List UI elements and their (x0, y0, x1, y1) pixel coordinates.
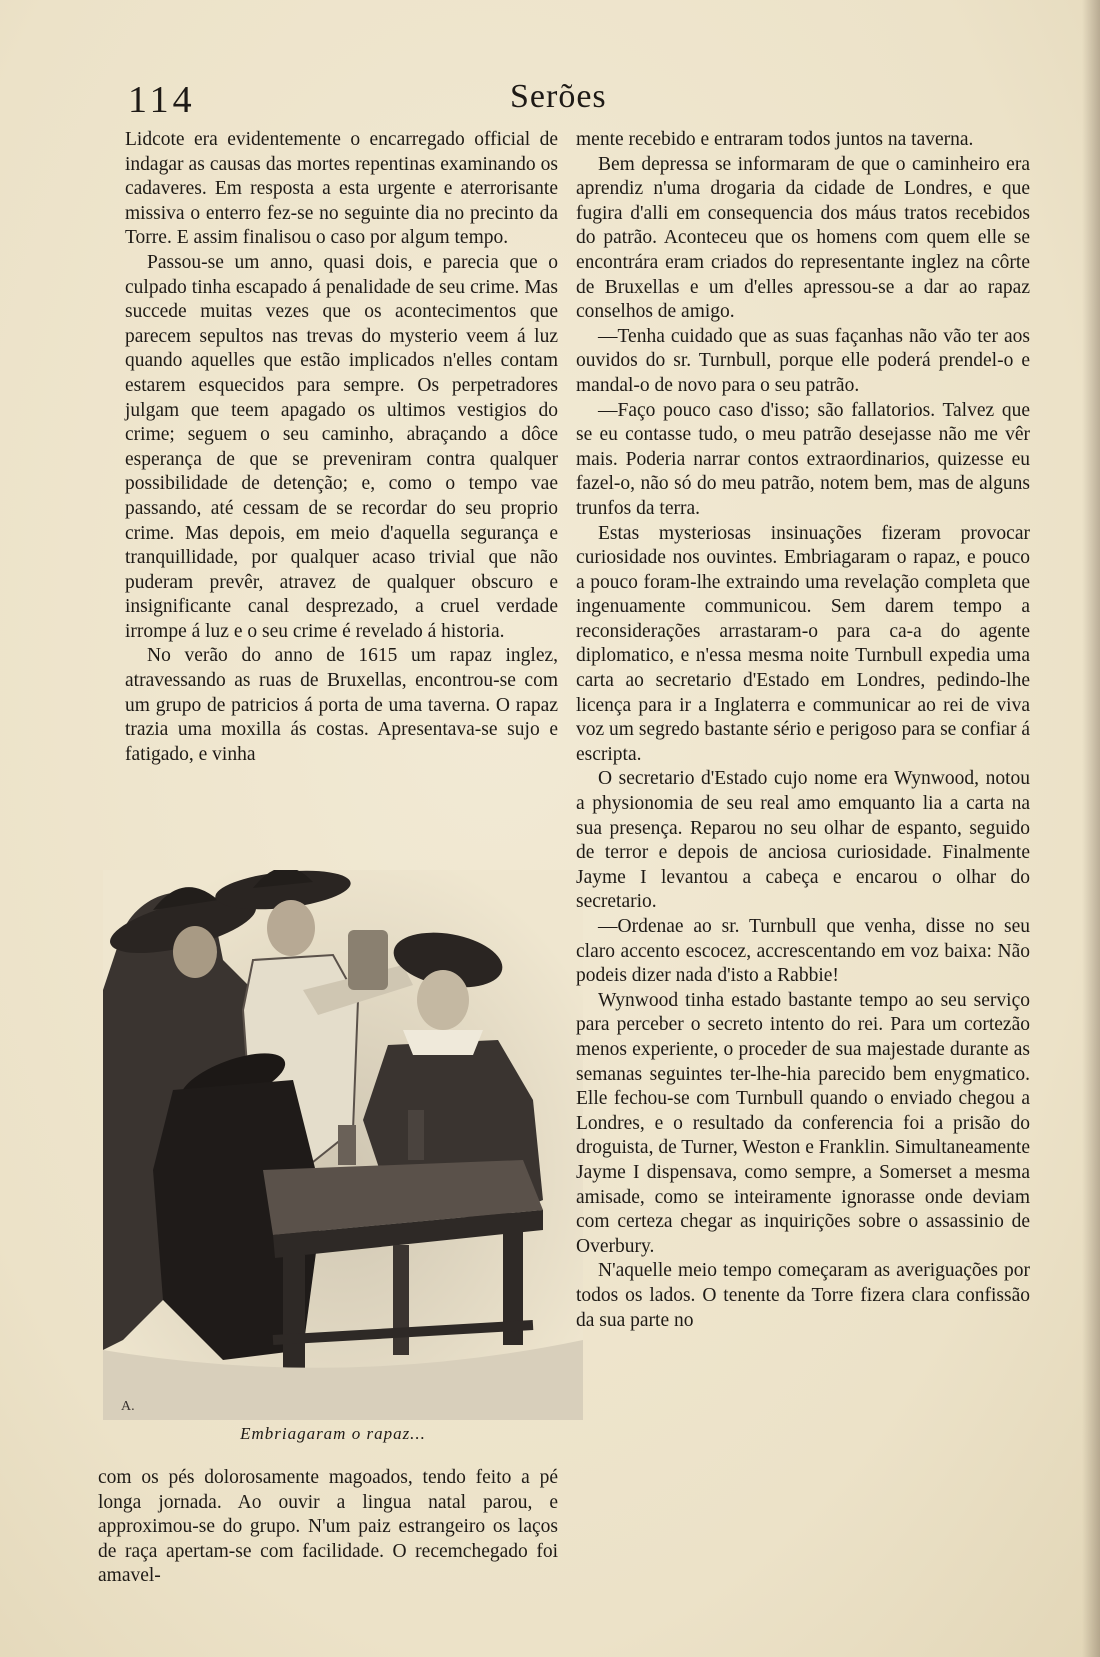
page-number: 114 (128, 79, 196, 121)
right-paragraph-4: —Faço pouco caso d'isso; são fallatorios. Talvez que se eu contasse tudo, o meu patrão desejasse não me vêr mais. Poderia narrar contos extraordinarios, quizesse eu fazel-o, não só do meu patrão, notem bem, mas de alguns trunfos da terra. (576, 399, 1030, 519)
figure-caption: Embriagaram o rapaz... (240, 1424, 426, 1443)
left-column-bottom (98, 1466, 558, 1589)
right-paragraph-7: —Ordenae ao sr. Turnbull que venha, disse no seu claro accento escocez, accrescentando em voz baixa: Não podeis dizer nada d'isto a Rabbie! (576, 916, 1030, 987)
right-paragraph-5: Estas mysteriosas insinuações fizeram provocar curiosidade nos ouvintes. Embriagaram o rapaz, e pouco a pouco foram-lhe extraindo uma revelação completa que ingenuamente communicou. Sem darem tempo a reconsiderações arrastaram-o para ca-a do agente diplomatico, e n'essa mesma noite Turnbull expedia uma carta ao secretario d'Estado em Londres, pedindo-lhe licença para ir a Inglaterra e communicar ao rei de viva voz um segredo bastante sério e perigoso para se confiar á escripta. (576, 522, 1030, 765)
right-paragraph-6: O secretario d'Estado cujo nome era Wynwood, notou a physionomia de seu real amo emquanto lia a carta na sua presença. Reparou no seu olhar de espanto, seguido de terror e depois de anciosa curiosidade. Finalmente Jayme I levantou a cabeça e encarou o olhar do secretario. (576, 768, 1030, 913)
tavern-illustration (103, 870, 583, 1430)
right-paragraph-1: mente recebido e entraram todos juntos na taverna. (576, 129, 974, 150)
right-paragraph-2: Bem depressa se informaram de que o caminheiro era aprendiz n'uma drogaria da cidade de Londres, e que fugira d'alli em consequencia dos máus tratos recebidos do patrão. Aconteceu que os homens com quem elle se encontrára eram criados do representante inglez na côrte de Bruxellas e um d'elles apressou-se a dar ao rapaz conselhos de amigo. (576, 153, 1030, 323)
running-head: Serões (510, 78, 607, 115)
page-edge-shadow (1082, 0, 1100, 1657)
left-column (125, 128, 558, 767)
left-paragraph-3: No verão do anno de 1615 um rapaz inglez, atravessando as ruas de Bruxellas, encontrou-se com um grupo de patricios á porta de uma taverna. O rapaz trazia uma moxilla ás costas. Apresentava-se sujo e fatigado, e vinha (125, 645, 558, 765)
right-column (576, 128, 1030, 1333)
right-paragraph-8: Wynwood tinha estado bastante tempo ao seu serviço para perceber o secreto intento do rei. Para um cortezão menos experiente, o proceder de sua majestade durante as semanas seguintes ter-lhe-hia parecido bem enygmatico. Elle fechou-se com Turnbull quando o enviado chegou a Londres, e o resultado da conferencia foi a prisão do droguista, de Turner, Weston e Franklin. Simultaneamente Jayme I dispensava, como sempre, a Somerset a mesma amisade, como se inteiramente ignorasse onde deviam com certeza chegar as inquirições sobre o assassinio de Overbury. (576, 989, 1030, 1257)
right-paragraph-9: N'aquelle meio tempo começaram as averiguações por todos os lados. O tenente da Torre fizera clara confissão da sua parte no (576, 1260, 1030, 1331)
right-paragraph-3: —Tenha cuidado que as suas façanhas não vão ter aos ouvidos do sr. Turnbull, porque elle poderá prendel-o e mandal-o de novo para o seu patrão. (576, 325, 1030, 396)
svg-text:A.: A. (121, 1399, 135, 1414)
left-paragraph-1: Lidcote era evidentemente o encarregado official de indagar as causas das mortes repentinas examinando os cadaveres. Em resposta a esta urgente e aterrorisante missiva o enterro fez-se no seguinte dia no precinto da Torre. E assim finalisou o caso por algum tempo. (125, 129, 558, 249)
left-paragraph-2: Passou-se um anno, quasi dois, e parecia que o culpado tinha escapado á penalidade de seu crime. Mas succede muitas vezes que os acontecimentos que parecem sepultos nas trevas do mysterio veem á luz quando aquelles que estão implicados n'elles contam estarem esquecidos para sempre. Os perpetradores julgam que teem apagado os ultimos vestigios do crime; seguem o seu caminho, abraçando a dôce esperança de que se preveniram contra qualquer possibilidade de detenção; e, como o tempo vae passando, até cessam de se recordar do seu proprio crime. Mas depois, em meio d'aquella segurança e tranquillidade, por qualquer acaso trivial que não puderam prevêr, atravez de qualquer obscuro e insignificante canal desprezado, a cruel verdade irrompe á luz e o seu crime é revelado á historia. (125, 251, 558, 642)
left-paragraph-4: com os pés dolorosamente magoados, tendo feito a pé longa jornada. Ao ouvir a lingua natal parou, e approximou-se do grupo. N'um paiz estrangeiro os laços de raça apertam-se com facilidade. O recemchegado foi amavel- (98, 1467, 558, 1587)
